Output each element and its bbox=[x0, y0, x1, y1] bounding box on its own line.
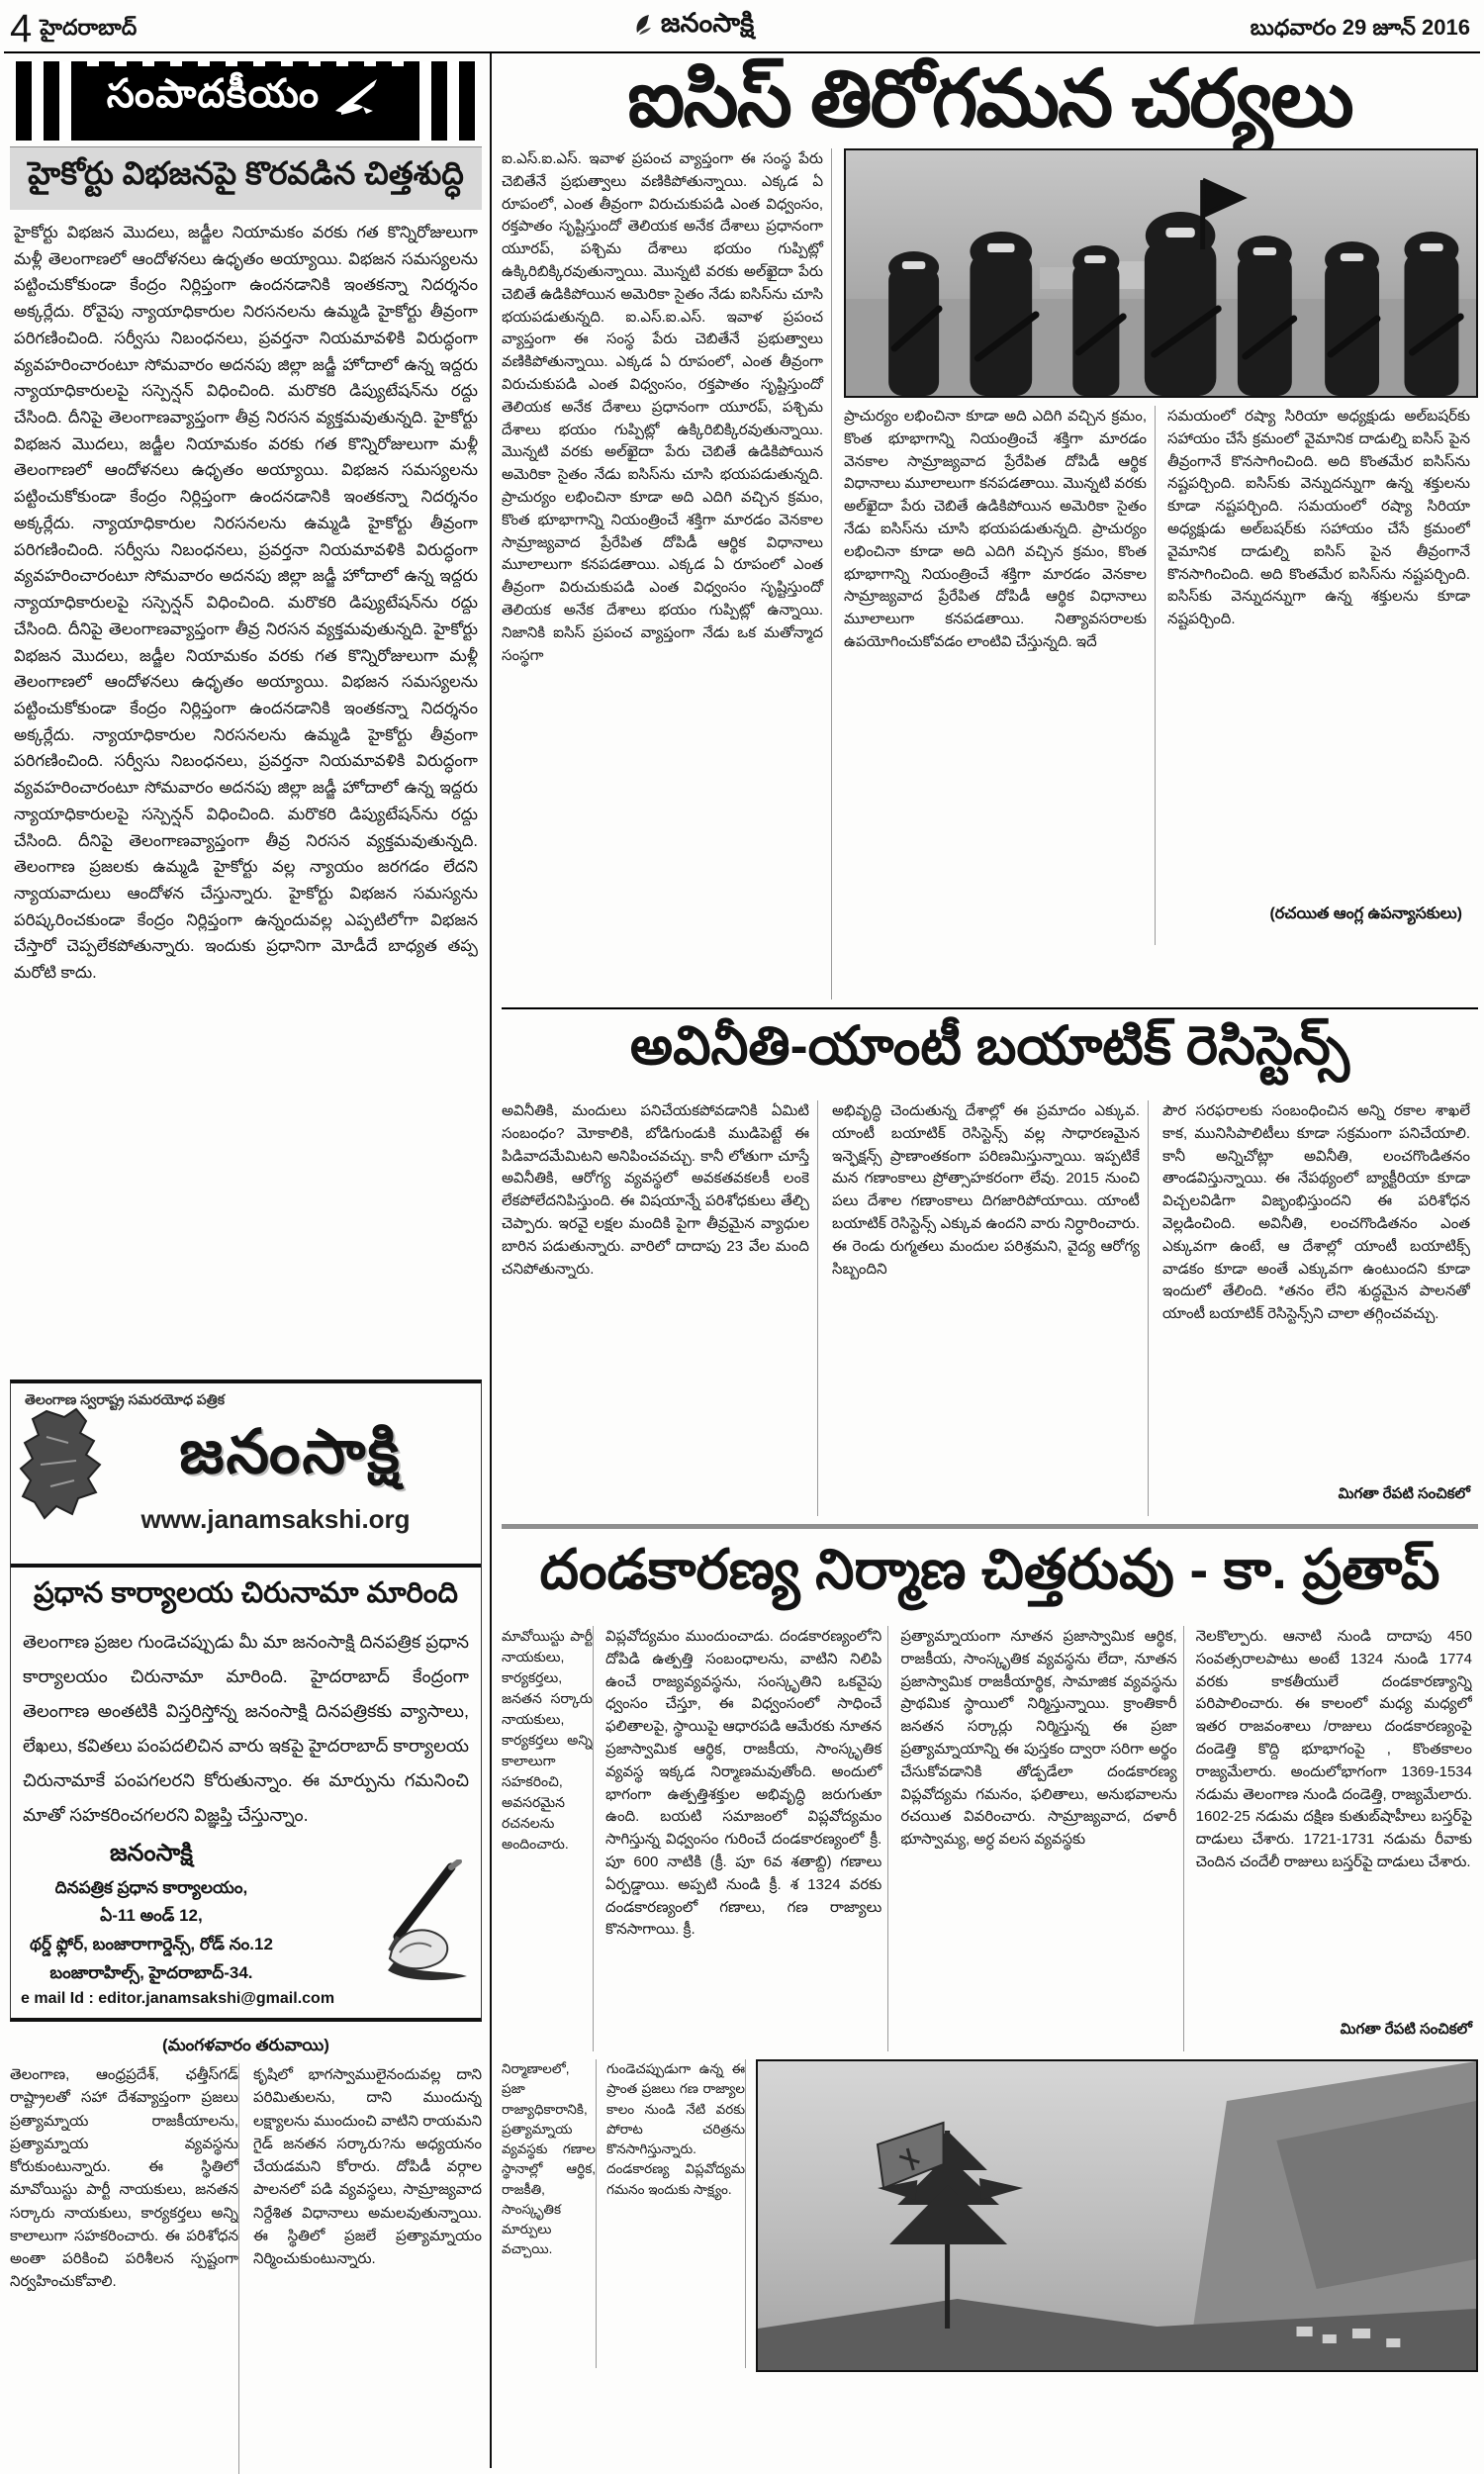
date-label: బుధవారం 29 జూన్ 2016 bbox=[1250, 15, 1470, 40]
article-dandakaranya-column-4 bbox=[1196, 1626, 1478, 2051]
promo-tagline: తెలంగాణ స్వరాష్ట్ర సమరయోధ పత్రిక bbox=[25, 1391, 225, 1407]
city-label: హైదరాబాద్ bbox=[40, 15, 138, 40]
article-dandakaranya bbox=[502, 1537, 1478, 2372]
continued-column-2: కృషిలో భాగస్వాములైనందువల్ల దాని పరిమితులను, దాని ముందున్న లక్ష్యాలను ముందుంచి వాటిని రాయమని గైడ్ జనతన సర్కారు?ను అధ్యయనం చేయడమని కోరారు. దోపిడీ వర్గాల పాలనలో పడి వ్యవస్థలు, సామ్రాజ్యవాద నిర్దేశిత విధానాలు అమలవుతున్నాయి. ఈ స్థితిలో ప్రజలే ప్రత్యామ్నాయం నిర్మించుకుంటున్నారు. bbox=[253, 2066, 482, 2268]
masthead-title: జనంసాక్షి bbox=[660, 8, 755, 38]
promo-logo: జనంసాక్షి bbox=[179, 1418, 402, 1486]
page-number: 4 bbox=[10, 7, 33, 50]
continued-columns bbox=[10, 2063, 482, 2474]
article-isis-column-3-text: సమయంలో రష్యా సిరియా అధ్యక్షుడు అల్‌బషర్‌కు సహాయం చేసే క్రమంలో వైమానిక దాడుల్ని ఐసిస్ పైన తీవ్రంగానే కొనసాగించింది. అది కొంతమేర ఐసిస్‌ను నష్టపర్చింది. ఐసిస్‌కు వెన్నుదన్నుగా ఉన్న శక్తులను కూడా నష్టపర్చింది. సమయంలో రష్యా సిరియా అధ్యక్షుడు అల్‌బషర్‌కు సహాయం చేసే క్రమంలో వైమానిక దాడుల్ని ఐసిస్ పైన తీవ్రంగానే కొనసాగించింది. అది కొంతమేర ఐసిస్‌ను నష్టపర్చింది. ఐసిస్‌కు వెన్నుదన్నుగా ఉన్న శక్తులను కూడా నష్టపర్చింది. bbox=[1167, 408, 1470, 628]
address-line: ఏ-11 అండ్ 12, bbox=[100, 1906, 203, 1926]
article-isis-subcolumns bbox=[844, 406, 1478, 999]
section-rule-gray bbox=[502, 1524, 1478, 1529]
article-isis-column-1: ఐ.ఎస్.ఐ.ఎస్. ఇవాళ ప్రపంచ వ్యాప్తంగా ఈ సంస్థ పేరు చెబితేనే ప్రభుత్వాలు వణికిపోతున్నాయి. ఎక్కడ ఏ రూపంలో, ఎంత తీవ్రంగా విరుచుకుపడి ఎంత విధ్వంసం, రక్తపాతం సృష్టిస్తుందో తెలియక అనేక దేశాలు ప్రధానంగా యూరప్, పశ్చిమ దేశాలు భయం గుప్పిట్లో ఉక్కిరిబిక్కిరవుతున్నాయి. మొన్నటి వరకు అల్‌ఖైదా పేరు చెబితే ఉడికిపోయిన అమెరికా సైతం నేడు ఐసిస్‌ను చూసి భయపడుతున్నది. ఐ.ఎస్.ఐ.ఎస్. ఇవాళ ప్రపంచ వ్యాప్తంగా ఈ సంస్థ పేరు చెబితేనే ప్రభుత్వాలు వణికిపోతున్నాయి. ఎక్కడ ఏ రూపంలో, ఎంత తీవ్రంగా విరుచుకుపడి ఎంత విధ్వంసం, రక్తపాతం సృష్టిస్తుందో తెలియక అనేక దేశాలు ప్రధానంగా యూరప్, పశ్చిమ దేశాలు భయం గుప్పిట్లో ఉక్కిరిబిక్కిరవుతున్నాయి. మొన్నటి వరకు అల్‌ఖైదా పేరు చెబితే ఉడికిపోయిన అమెరికా సైతం నేడు ఐసిస్‌ను చూసి భయపడుతున్నది. ప్రాచుర్యం లభించినా కూడా అది ఎదిగి వచ్చిన క్రమం, కొంత భూభాగాన్ని నియంత్రించే శక్తిగా మారడం వెనకాల సామ్రాజ్యవాద ప్రేరేపిత దోపిడీ ఆర్థిక విధానాలు మూలాలుగా కనపడతాయి. ఎక్కడ ఏ రూపంలో ఎంత తీవ్రంగా విరుచుకుపడి ఎంత విధ్వంసం సృష్టిస్తుందో తెలియక అనేక దేశాలు భయం గుప్పిట్లో ఉన్నాయి. నిజానికి ఐసిస్ ప్రపంచ వ్యాప్తంగా నేడు ఒక మతోన్మాద సంస్థగా bbox=[502, 148, 832, 999]
article-dandakaranya-column-3: ప్రత్యామ్నాయంగా నూతన ప్రజాస్వామిక ఆర్థిక, రాజకీయ, సాంస్కృతిక వ్యవస్థను లేదా, నూతన ప్రజాస్వామిక రాజకీయార్థిక, సామాజిక వ్యవస్థను ప్రాథమిక స్థాయిలో నిర్మిస్తున్నాయి. క్రాంతికారీ జనతన సర్కార్లు నిర్మిస్తున్న ఈ ప్రజా ప్రత్యామ్నాయాన్ని ఈ పుస్తకం ద్వారా సరిగా అర్థం చేసుకోవడానికి తోడ్పడేలా దండకారణ్య విప్లవోద్యమ గమనం, ఫలితాలు, అనుభవాలను రచయిత వివరించారు. సామ్రాజ్యవాద, దళారీ భూస్వామ్య, అర్ధ వలస వ్యవస్థకు bbox=[900, 1626, 1183, 2051]
address-row bbox=[21, 1840, 471, 1989]
notice-title: ప్రధాన కార్యాలయ చిరునామా మారింది bbox=[34, 1577, 458, 1609]
article-dandakaranya-column-4-text: నెలకొల్పారు. ఆనాటి నుండి దాదాపు 450 సంవత్సరాలపాటు అంటే 1324 నుండి 1774 వరకు కాకతీయులే దండకారణ్యాన్ని పరిపాలించారు. ఈ కాలంలో మధ్య మధ్యలో ఇతర రాజవంశాలు /రాజులు దండకారణ్యంపై దండెత్తి కొద్ది భూభాగంపై , కొంతకాలం రాజ్యమేలారు. అందులోభాగంగా 1369-1534 నడుమ తెలంగాణ నుండి దండెత్తి, రాజ్యమేలారు. 1602-25 నడుమ దక్షిణ కుతుబ్‌షాహీలు బస్తర్‌పై దాడులు చేశారు. 1721-1731 నడుమ రీవాకు చెందిన చందేలీ రాజులు బస్తర్‌పై దాడులు చేశారు. bbox=[1195, 1628, 1472, 1870]
hand-pen-illustration bbox=[282, 1840, 471, 1989]
article-antibiotic-column-1: అవినీతికి, మందులు పనిచేయకపోవడానికి ఏమిటి సంబంధం? మోకాలికి, బోడిగుండుకి ముడిపెట్టే ఈ పిడివాదమేమిటని అనిపించవచ్చు. కానీ లోతుగా చూస్తే అవినీతికి, ఆరోగ్య వ్యవస్థలో అవకతవకలకీ లంకె లేకపోలేదనిపిస్తుంది. ఈ విషయాన్నే పరిశోధకులు తేల్చి చెప్పారు. ఇరవై లక్షల మందికి పైగా తీవ్రమైన వ్యాధుల బారిన పడుతున్నారు. వారిలో దాదాపు 23 వేల మంది చనిపోతున్నారు. bbox=[502, 1100, 818, 1516]
promo-box bbox=[10, 1380, 482, 2022]
editorial-section-label: సంపాదకీయం bbox=[106, 71, 321, 116]
article-dandakaranya-continuation: మిగతా రేపటి సంచికలో bbox=[1340, 2021, 1472, 2038]
article-dandakaranya-strip-1: నిర్మాణాలలో, ప్రజా రాజ్యాధికారానికి, ప్రత్యామ్నాయ వ్యవస్థకు గణాల స్థానాల్లో ఆర్థిక, రాజకీతి, సాంస్కృతిక మార్పులు వచ్చాయి. bbox=[502, 2059, 597, 2368]
content bbox=[0, 53, 1484, 2468]
editorial-banner-box bbox=[81, 66, 411, 137]
article-isis bbox=[502, 54, 1478, 999]
isis-militants-photo bbox=[844, 148, 1478, 398]
editorial-headline: హైకోర్టు విభజనపై కొరవడిన చిత్తశుద్ధి bbox=[10, 146, 482, 210]
section-rule bbox=[502, 1007, 1478, 1009]
telangana-map-icon bbox=[17, 1407, 108, 1531]
address-name: జనంసాక్షి bbox=[110, 1839, 193, 1866]
continued-column-1: తెలంగాణ, ఆంధ్రప్రదేశ్, ఛత్తీస్‌గడ్ రాష్ట్రాలతో సహా దేశవ్యాప్తంగా ప్రజలు ప్రత్యామ్నాయ రాజకీయాలను, ప్రత్యామ్నాయ వ్యవస్థను కోరుకుంటున్నారు. ఈ స్థితిలో మావోయిస్టు పార్టీ నాయకులు, జనతన సర్కారు నాయకులు, కార్యకర్తలు అన్ని కాలాలుగా సహకరించారు. ఈ పరిశోధన అంతా పరికించి పరిశీలన స్పష్టంగా నిర్వహించుకోవాలి. bbox=[10, 2063, 239, 2474]
promo-website: www.janamsakshi.org bbox=[140, 1504, 411, 1534]
article-isis-headline: ఐసిస్ తిరోగమన చర్యలు bbox=[627, 54, 1352, 143]
article-isis-column-3 bbox=[1167, 406, 1478, 945]
article-dandakaranya-bottom bbox=[502, 2059, 1478, 2372]
article-dandakaranya-strip-2: గుండెచప్పుడుగా ఉన్న ఈ ప్రాంత ప్రజలు గణ రాజ్యాల కాలం నుండి నేటి వరకు పోరాట చరిత్రను కొనసాగిస్తున్నారు. దండకారణ్య విప్లవోద్యమ గమనం ఇందుకు సాక్ష్యం. bbox=[606, 2059, 746, 2368]
pen-icon bbox=[333, 77, 385, 122]
article-dandakaranya-column-2: విప్లవోద్యమం ముందుంచాడు. దండకారణ్యంలోని దోపిడి ఉత్పత్తి సంబంధాలను, వాటిని నిలిపి ఉంచే రాజ్యవ్యవస్థను, సంస్కృతిని ఒకవైపు ధ్వంసం చేస్తూ, ఈ విధ్వంసంలో సాధించే ఫలితాలపై, స్థాయిపై ఆధారపడి ఆమేరకు నూతన ప్రజాస్వామిక ఆర్థిక, రాజకీయ, సాంస్కృతిక వ్యవస్థ ఇక్కడ నిర్మాణమవుతోంది. అందులో భాగంగా ఉత్పత్తిశక్తుల అభివృద్ధి జరుగుతూ ఉంది. బయటి సమాజంలో విప్లవోద్యమం సాగిస్తున్న విధ్వంసం గురించే దండకారణ్యంలో క్రీ. పూ 600 నాటికి (క్రీ. పూ 6వ శతాబ్ది) గణాలు ఏర్పడ్డాయి. అప్పటి నుండి క్రీ. శ 1324 వరకు దండకారణ్యంలో గణాలు, గణ రాజ్యాలు కొనసాగాయి. క్రీ. bbox=[605, 1626, 888, 2051]
article-isis-body bbox=[502, 148, 1478, 999]
mountain-flag-photo bbox=[756, 2059, 1478, 2372]
address-line: థర్డ్ ఫ్లోర్, బంజారాగార్డెన్స్, రోడ్ నం.12 bbox=[29, 1935, 273, 1954]
article-isis-byline: (రచయిత ఆంగ్ల ఉపన్యాసకులు) bbox=[1269, 905, 1462, 922]
article-antibiotic bbox=[502, 1015, 1478, 1516]
article-isis-right bbox=[844, 148, 1478, 999]
address-block bbox=[21, 1840, 282, 1989]
article-dandakaranya-body bbox=[502, 1626, 1478, 2051]
masthead bbox=[0, 0, 1484, 51]
article-antibiotic-column-2: అభివృద్ధి చెందుతున్న దేశాల్లో ఈ ప్రమాదం ఎక్కువ. యాంటీ బయాటిక్ రెసిస్టెన్స్ వల్ల సాధారణమైన ఇన్ఫెక్షన్స్ ప్రాణాంతకంగా పరిణమిస్తున్నాయి. ఇప్పటికే మన గణాంకాలు ప్రోత్సాహకరంగా లేవు. 2015 నుంచి పలు దేశాల గణాంకాలు దిగజారిపోయాయి. యాంటీ బయాటిక్ రెసిస్టెన్స్ ఎక్కువ ఉందని వారు నిర్ధారించారు. ఈ రెండు రుగ్మతలు మందుల పరిశ్రమని, వైద్య ఆరోగ్య సిబ్బందిని bbox=[832, 1100, 1149, 1516]
article-antibiotic-column-3-text: పౌర సరఫరాలకు సంబంధించిన అన్ని రకాల శాఖలే కాక, మునిసిపాలిటీలు కూడా సక్రమంగా పనిచేయాలి. కానీ అన్నిచోట్లా అవినీతి, లంచగొండితనం తాండవిస్తున్నాయి. ఈ నేపథ్యంలో బ్యాక్టీరియా కూడా విచ్చలవిడిగా విజృంభిస్తుందని ఈ పరిశోధన వెల్లడించింది. అవినీతి, లంచగొండితనం ఎంత ఎక్కువగా ఉంటే, ఆ దేశాల్లో యాంటీ బయాటిక్స్ వాడకం కూడా అంతే ఎక్కువగా ఉంటుందని కూడా ఇందులో తేలింది. *తనం లేని శుద్ధమైన పాలనతో యాంటీ బయాటిక్ రెసిస్టెన్స్‌ని చాలా తగ్గించవచ్చు. bbox=[1162, 1102, 1470, 1323]
masthead-left bbox=[10, 7, 138, 50]
continued-label: (మంగళవారం తరువాయి) bbox=[162, 2036, 329, 2055]
article-isis-column-2: ప్రాచుర్యం లభించినా కూడా అది ఎదిగి వచ్చిన క్రమం, కొంత భూభాగాన్ని నియంత్రించే శక్తిగా మారడం వెనకాల సామ్రాజ్యవాద ప్రేరేపిత దోపిడీ ఆర్థిక విధానాలు మూలాలుగా కనపడతాయి. మొన్నటి వరకు అల్‌ఖైదా పేరు చెబితే ఉడికిపోయిన అమెరికా సైతం నేడు ఐసిస్‌ను చూసి భయపడుతున్నది. ప్రాచుర్యం లభించినా కూడా అది ఎదిగి వచ్చిన క్రమం, కొంత భూభాగాన్ని నియంత్రించే శక్తిగా మారడం వెనకాల సామ్రాజ్యవాద ప్రేరేపిత దోపిడీ ఆర్థిక విధానాలు మూలాలుగా కనపడతాయి. నిత్యావసరాలకు ఉపయోగించుకోవడం లాంటివి చేస్తున్నది. ఇదే bbox=[844, 406, 1156, 945]
right-area bbox=[492, 53, 1484, 2468]
promo-top bbox=[21, 1391, 471, 1560]
address-line: బంజారాహిల్స్, హైదరాబాద్-34. bbox=[49, 1963, 253, 1983]
editorial-section bbox=[10, 61, 482, 1370]
continued-section bbox=[10, 2030, 482, 2474]
article-antibiotic-column-3 bbox=[1162, 1100, 1478, 1516]
article-dandakaranya-narrow-column: మావోయిస్టు పార్టీ నాయకులు, కార్యకర్తలు, జనతన సర్కారు నాయకులు, కార్యకర్తలు అన్ని కాలాలుగా సహకరించి, అవసరమైన రచనలను అందించారు. bbox=[502, 1626, 594, 2051]
promo-divider bbox=[11, 1564, 481, 1568]
article-antibiotic-body bbox=[502, 1100, 1478, 1516]
notice-body: తెలంగాణ ప్రజల గుండెచప్పుడు మీ మా జనంసాక్షి దినపత్రిక ప్రధాన కార్యాలయం చిరునామా మారింది. హైదరాబాద్ కేంద్రంగా తెలంగాణ అంతటికి విస్తరిస్తోన్న జనంసాక్షి దినపత్రికకు వ్యాసాలు, లేఖలు, కవితలు పంపదలిచిన వారు ఇకపై హైదరాబాద్ కార్యాలయ చిరునామాకే పంపగలరని కోరుతున్నాం. ఈ మార్పును గమనించి మాతో సహకరించగలరని విజ్ఞప్తి చేస్తున్నాం. bbox=[23, 1632, 469, 1826]
article-dandakaranya-headline: దండకారణ్య నిర్మాణ చిత్తరువు - కా. ప్రతాప్ bbox=[539, 1538, 1440, 1600]
email-line: e mail Id : editor.janamsakshi@gmail.com bbox=[21, 1990, 335, 2008]
article-antibiotic-continuation: మిగతా రేపటి సంచికలో bbox=[1338, 1485, 1470, 1502]
editorial-banner bbox=[16, 61, 476, 141]
left-rail bbox=[0, 53, 492, 2468]
article-antibiotic-headline: అవినీతి-యాంటీ బయాటిక్ రెసిస్టెన్స్ bbox=[629, 1016, 1350, 1076]
masthead-center bbox=[633, 8, 754, 46]
leaf-icon bbox=[633, 13, 655, 42]
editorial-body: హైకోర్టు విభజన మొదలు, జడ్జీల నియామకం వరకు గత కొన్నిరోజులుగా మళ్లీ తెలంగాణలో ఆందోళనలు ఉధృతం అయ్యాయి. విభజన సమస్యలను పట్టించుకోకుండా కేంద్రం నిర్లిప్తంగా ఉందనడానికి ఇంతకన్నా నిదర్శనం అక్కర్లేదు. రోవైపు న్యాయాధికారుల నిరసనలను ఉమ్మడి హైకోర్టు తీవ్రంగా పరిగణించింది. సర్వీసు నిబంధనలు, ప్రవర్తనా నియమావళికి విరుద్ధంగా వ్యవహరించారంటూ సోమవారం అదనపు జిల్లా జడ్జీ హోదాలో ఉన్న ఇద్దరు న్యాయాధికారులపై సస్పెన్షన్ విధించింది. మరొకరి డిప్యుటేషన్‌ను రద్దు చేసింది. దీనిపై తెలంగాణవ్యాప్తంగా తీవ్ర నిరసన వ్యక్తమవుతున్నది. హైకోర్టు విభజన మొదలు, జడ్జీల నియామకం వరకు గత కొన్నిరోజులుగా మళ్లీ తెలంగాణలో ఆందోళనలు ఉధృతం అయ్యాయి. విభజన సమస్యలను పట్టించుకోకుండా కేంద్రం నిర్లిప్తంగా ఉందనడానికి ఇంతకన్నా నిదర్శనం అక్కర్లేదు. న్యాయాధికారుల నిరసనలను ఉమ్మడి హైకోర్టు తీవ్రంగా పరిగణించింది. సర్వీసు నిబంధనలు, ప్రవర్తనా నియమావళికి విరుద్ధంగా వ్యవహరించారంటూ సోమవారం అదనపు జిల్లా జడ్జీ హోదాలో ఉన్న ఇద్దరు న్యాయాధికారులపై సస్పెన్షన్ విధించింది. మరొకరి డిప్యుటేషన్‌ను రద్దు చేసింది. దీనిపై తెలంగాణవ్యాప్తంగా తీవ్ర నిరసన వ్యక్తమవుతున్నది. హైకోర్టు విభజన మొదలు, జడ్జీల నియామకం వరకు గత కొన్నిరోజులుగా మళ్లీ తెలంగాణలో ఆందోళనలు ఉధృతం అయ్యాయి. విభజన సమస్యలను పట్టించుకోకుండా కేంద్రం నిర్లిప్తంగా ఉందనడానికి ఇంతకన్నా నిదర్శనం అక్కర్లేదు. న్యాయాధికారుల నిరసనలను ఉమ్మడి హైకోర్టు తీవ్రంగా పరిగణించింది. సర్వీసు నిబంధనలు, ప్రవర్తనా నియమావళికి విరుద్ధంగా వ్యవహరించారంటూ సోమవారం అదనపు జిల్లా జడ్జీ హోదాలో ఉన్న ఇద్దరు న్యాయాధికారులపై సస్పెన్షన్ విధించింది. మరొకరి డిప్యుటేషన్‌ను రద్దు చేసింది. దీనిపై తెలంగాణవ్యాప్తంగా తీవ్ర నిరసన వ్యక్తమవుతున్నది. తెలంగాణ ప్రజలకు ఉమ్మడి హైకోర్టు వల్ల న్యాయం జరగడం లేదని న్యాయవాదులు ఆందోళన చేస్తున్నారు. హైకోర్టు విభజన సమస్యను పరిష్కరించకుండా కేంద్రం నిర్లిప్తంగా ఉన్నందువల్ల ఎప్పటిలోగా విభజన చేస్తారో చెప్పలేకపోతున్నారు. ఇందుకు ప్రధానిగా మోడీదే బాధ్యత తప్ప మరోటి కాదు. bbox=[14, 224, 478, 983]
address-line: దినపత్రిక ప్రధాన కార్యాలయం, bbox=[54, 1877, 248, 1897]
